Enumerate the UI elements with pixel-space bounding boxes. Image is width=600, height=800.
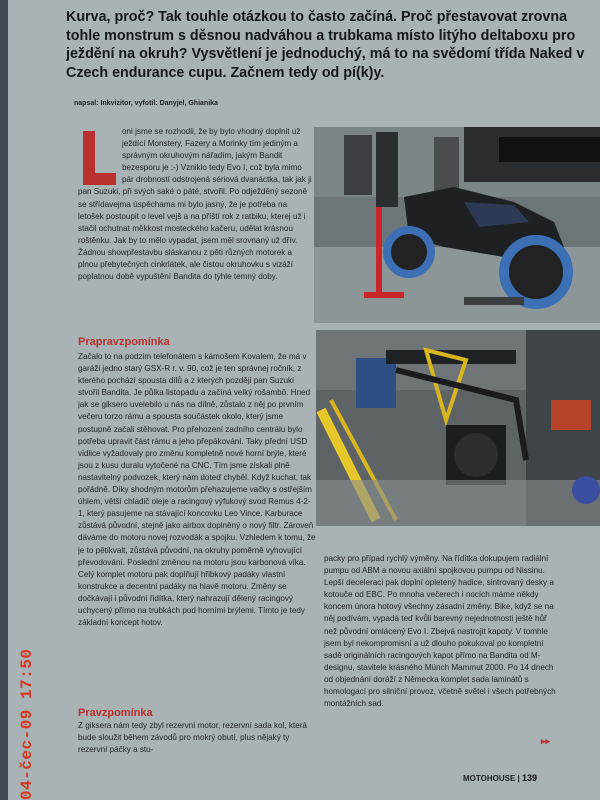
- section2-right-text: packy pro případ rychlý výměny. Na řídítka dokupujem radiální pumpu od ABM a novou axiální spojkovou pumpu od Nissinu. Lepší deceleraci pak doplní opletený hadice, sintrovaný desky a kotouče od EBC. Po mnoha večerech i nocích máme někdy koncem února hotový všechny zásadní změny. Bike, když se na něj podívám, vypadá teď kvůli barevný nejednotnosti ještě hůř než původní omlácený Evo I. Zbejvá nastrojit kapoty. V tomhle jsem byl nekompromisní a už dlouho pokukoval po kompletní sadě originálních racingových kapot přímo na Bandita od M-designu, stavitele krásného Münch Mammut 2000. Po 14 dnech od objednání doráží z Německa komplet sada laminátů s homologací pro silniční provoz, včetně světel i všech potřebných montážních sad.: [324, 554, 556, 709]
- page-footer: [463, 773, 537, 783]
- date-stamp-text: 04-čec-09 17:50: [18, 648, 36, 800]
- date-stamp: [0, 648, 36, 800]
- section3-text: Z giksera nám tedy zbyl rezervní motor, rezervní sada kol, která bude sloužit během závodů pro mokrý obutí, plus nějaký ty rezervní páčky a stu-: [78, 721, 307, 755]
- page-number: 139: [522, 773, 538, 783]
- continue-arrow-icon: ▸▸: [541, 736, 551, 746]
- section2-left-text: Začalo to na podzim telefonátem s kámošem Kovalem, že má v garáži jedno starý GSX-R r. v. 90, což je ten správnej ročník, z kterého pochází spousta dílů a z kterých později pan Suzuki stvořil Bandita. Je půlka listopadu a začíná velký rošambô. Hned jak se giksero uvelebilo u nás na dílně, zůstalo z něj po prvním večeru torzo rámu a spousta součástek okolo, který jsme postupně začali stěhovat. Pro přehození zadního centrálu bylo potřeba upravit část rámu a jeho přepákování. Taky přední USD vidlice vyžadovaly pro změnu kompletně nové horní brýle, které jsou z kusu duralu vytočené na CNC. Tím jsme získali plně nastavitelný podvozek, který nám doteď chyběl. Když kuchat, tak pořádně. Díky shodným motorům přehazujeme vačky s ostřejším úhlem, větší chladič oleje a racingový výfukový svod Remus 4-2-1, který pasujeme na stávající koncovku Leo Vince. Karburace zůstává původní, stejně jako airbox doplněný o nový filtr. Zároveň dáváme do motoru novej rozvodák a spojku. Vzhledem k tomu, že je to pětikvalt, zůstává původní, na okruhy poměrně vyhovující převodování. Poslední změnou na motoru jsou karbonová víka. Celý komplet motoru pak doplňují hřibkový padáky vlastní konstrukce a decentní padáky na hlavě motoru. Změny se dočkávají i původní řidítka, který nahrazují dělený racingový uchycený přímo na trubkách pod horními brýlemi. Tímto je tedy základní koncept hotov.: [78, 352, 316, 628]
- intro-paragraph: Kurva, proč? Tak touhle otázkou to často začíná. Proč přestavovat zrovna tohle monstrum s děsnou nadváhou a trubkama místo litýho deltaboxu pro ježdění na okruh? Vysvětlení je jednoduchý, má to na svědomí třída Naked v Czech endurance cupu. Začnem tedy od pí(k)y.: [66, 9, 585, 81]
- section1-text: oni jsme se rozhodli, že by bylo vhodný doplnit už ježdící Monstery, Fazery a Morinky tím jediným a správným okruhovým nářadím, jakým Bandit bezesporu je :-) Vzniklo tedy Evo I, což byla mimo pár drobností odstrojená sériová dvanáctka, tak jak ji pan Suzuki, při svých saké o páté, stvořil. Po odježděný sezoně se střídavejma úspěchama mi bylo jasný, že je potřeba na letošek postoupit o level vejš a na příští rok z ratbiku, kterej už i stačil ochutnat měkkost mosteckého kačeru, udělat krásnou roštěnku. Jak by to mělo vypadat, jsem měl srovnaný už dřív. Žádnou showpřestavbu sláskanou z pěti různých motorek a plnou přebytečných cinkrlátek, ale čistou okruhovku s vizáží poplatnou době vypuštění Bandita do týhle temný doby.: [78, 127, 312, 282]
- footer-divider: |: [517, 774, 523, 783]
- magazine-page: [8, 0, 600, 800]
- section3-heading: Pravzpomínka: [78, 707, 153, 719]
- section3-column: [78, 720, 310, 756]
- section1-column: [78, 126, 313, 334]
- section2-left-column: [78, 351, 316, 703]
- section2-right-column: [324, 553, 556, 738]
- magazine-name: MOTOHOUSE: [463, 774, 516, 783]
- credits-line: napsal: Inkvizitor, vyfotil: Danyjel, Ghianika: [74, 100, 218, 107]
- photo-workshop-frame: [316, 330, 600, 526]
- photo-bike-on-stand: [314, 127, 600, 323]
- drop-cap-space: [78, 126, 122, 186]
- section2-heading: Prapravzpomínka: [78, 336, 170, 348]
